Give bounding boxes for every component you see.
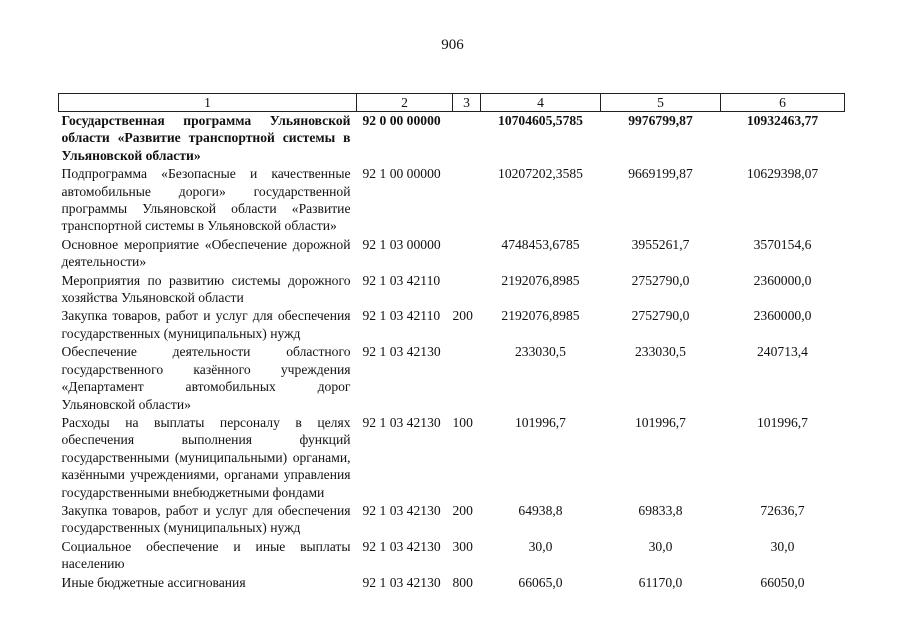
row-value-col5-cell: 101996,7 bbox=[635, 414, 686, 430]
table-row bbox=[59, 538, 845, 574]
table-body bbox=[59, 112, 845, 592]
table-row bbox=[59, 343, 845, 414]
row-type-cell: 300 bbox=[452, 538, 473, 554]
page-number: 906 bbox=[441, 37, 464, 53]
row-type-cell: 200 bbox=[452, 308, 473, 324]
row-value-col5-cell: 61170,0 bbox=[638, 574, 683, 590]
row-value-col4-cell: 30,0 bbox=[528, 538, 553, 554]
row-value-col6-cell: 66050,0 bbox=[760, 574, 805, 590]
row-name-cell: Подпрограмма «Безопасные и качественные автомобильные дороги» государственной программы Ульяновской области «Развитие транспортной системы в Ульяновской области» bbox=[61, 166, 351, 234]
row-type-cell bbox=[453, 343, 481, 414]
row-type-cell bbox=[453, 236, 481, 272]
row-name-cell: Мероприятия по развитию системы дорожного хозяйства Ульяновской области bbox=[61, 272, 351, 306]
row-code-cell: 92 1 03 42130 bbox=[362, 414, 441, 430]
budget-table bbox=[58, 93, 845, 592]
row-value-col5-cell: 30,0 bbox=[648, 538, 673, 554]
header-col-3: 3 bbox=[453, 94, 481, 112]
header-col-2: 2 bbox=[357, 94, 453, 112]
table-header bbox=[59, 94, 845, 112]
header-col-4: 4 bbox=[481, 94, 601, 112]
row-name-cell: Закупка товаров, работ и услуг для обеспечения государственных (муниципальных) нужд bbox=[61, 502, 351, 536]
row-value-col4-cell: 64938,8 bbox=[518, 502, 563, 518]
row-value-col6-cell: 240713,4 bbox=[757, 344, 808, 360]
row-value-col6-cell: 3570154,6 bbox=[753, 236, 812, 252]
row-type-cell bbox=[453, 112, 481, 166]
row-value-col4-cell: 4748453,6785 bbox=[501, 236, 580, 252]
row-type-cell bbox=[453, 165, 481, 236]
row-value-col4-cell: 10704605,5785 bbox=[498, 113, 583, 128]
row-code-cell: 92 1 00 00000 bbox=[362, 166, 441, 182]
row-value-col5-cell: 69833,8 bbox=[638, 502, 683, 518]
row-value-col6-cell: 2360000,0 bbox=[753, 308, 812, 324]
header-col-6: 6 bbox=[721, 94, 845, 112]
table-row bbox=[59, 112, 845, 166]
row-name-cell: Государственная программа Ульяновской области «Развитие транспортной системы в Ульяновской области» bbox=[61, 113, 351, 163]
row-value-col4-cell: 66065,0 bbox=[518, 574, 563, 590]
row-code-cell: 92 1 03 42110 bbox=[362, 308, 441, 324]
row-value-col5-cell: 2752790,0 bbox=[631, 308, 690, 324]
row-value-col6-cell: 101996,7 bbox=[757, 414, 808, 430]
row-name-cell: Обеспечение деятельности областного государственного казённого учреждения «Департамент автомобильных дорог Ульяновской области» bbox=[61, 344, 351, 412]
row-name-cell: Расходы на выплаты персоналу в целях обеспечения выполнения функций государственными (муниципальными) органами, казёнными учреждениями, органами управления государственными внебюджетными фондами bbox=[61, 414, 351, 500]
row-value-col4-cell: 10207202,3585 bbox=[498, 166, 583, 182]
header-row bbox=[59, 94, 845, 112]
row-value-col4-cell: 101996,7 bbox=[515, 414, 566, 430]
row-code-cell: 92 1 03 42130 bbox=[362, 502, 441, 518]
row-type-cell: 800 bbox=[452, 574, 473, 590]
row-value-col4-cell: 2192076,8985 bbox=[501, 308, 580, 324]
row-name-cell: Основное мероприятие «Обеспечение дорожной деятельности» bbox=[61, 236, 351, 270]
row-code-cell: 92 0 00 00000 bbox=[362, 113, 441, 128]
row-value-col6-cell: 30,0 bbox=[770, 538, 795, 554]
row-value-col6-cell: 2360000,0 bbox=[753, 272, 812, 288]
row-value-col6-cell: 72636,7 bbox=[760, 502, 805, 518]
table-row bbox=[59, 414, 845, 502]
row-value-col5-cell: 2752790,0 bbox=[631, 272, 690, 288]
row-code-cell: 92 1 03 42130 bbox=[362, 344, 441, 360]
row-name-cell: Социальное обеспечение и иные выплаты населению bbox=[61, 538, 351, 572]
table-row bbox=[59, 272, 845, 308]
row-type-cell bbox=[453, 272, 481, 308]
row-value-col4-cell: 233030,5 bbox=[515, 344, 566, 360]
row-code-cell: 92 1 03 42130 bbox=[362, 538, 441, 554]
row-code-cell: 92 1 03 00000 bbox=[362, 236, 441, 252]
row-type-cell: 100 bbox=[452, 414, 473, 430]
table-row bbox=[59, 236, 845, 272]
table-row bbox=[59, 165, 845, 236]
table-row bbox=[59, 307, 845, 343]
row-value-col6-cell: 10629398,07 bbox=[746, 166, 819, 182]
row-name-cell: Закупка товаров, работ и услуг для обеспечения государственных (муниципальных) нужд bbox=[61, 308, 351, 341]
row-value-col5-cell: 9976799,87 bbox=[628, 113, 693, 128]
row-name-cell: Иные бюджетные ассигнования bbox=[61, 574, 246, 590]
table-row bbox=[59, 502, 845, 538]
row-code-cell: 92 1 03 42130 bbox=[362, 574, 441, 590]
row-code-cell: 92 1 03 42110 bbox=[362, 272, 441, 288]
header-col-5: 5 bbox=[601, 94, 721, 112]
table-row bbox=[59, 574, 845, 592]
row-type-cell: 200 bbox=[452, 502, 473, 518]
row-value-col4-cell: 2192076,8985 bbox=[501, 272, 580, 288]
row-value-col5-cell: 3955261,7 bbox=[631, 236, 690, 252]
row-value-col5-cell: 233030,5 bbox=[635, 344, 686, 360]
header-col-1: 1 bbox=[59, 94, 357, 112]
row-value-col6-cell: 10932463,77 bbox=[746, 113, 819, 128]
row-value-col5-cell: 9669199,87 bbox=[628, 166, 693, 182]
